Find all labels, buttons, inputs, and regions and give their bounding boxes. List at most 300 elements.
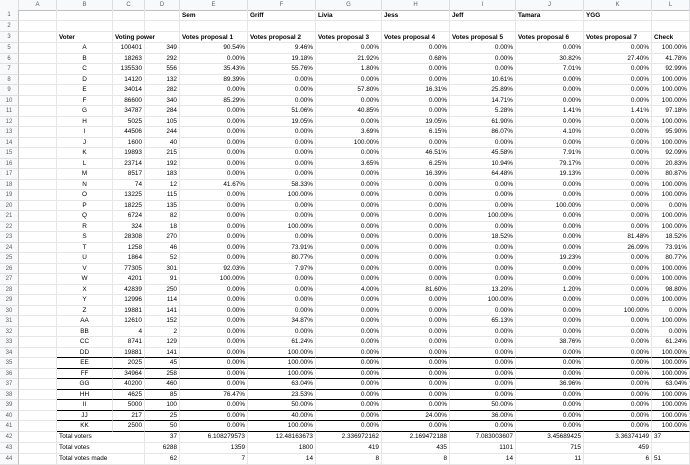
totals-check[interactable]: 37: [652, 432, 690, 443]
vote-count[interactable]: 85: [145, 390, 180, 401]
vote-count[interactable]: 284: [145, 106, 180, 117]
voting-power[interactable]: 40200: [113, 379, 145, 390]
cell-empty[interactable]: [316, 21, 382, 32]
voter-name[interactable]: W: [57, 274, 113, 285]
proposal-5-share[interactable]: 0.00%: [450, 43, 516, 54]
voter-name[interactable]: Y: [57, 295, 113, 306]
column-title[interactable]: Voter: [57, 32, 113, 43]
proposal-4-share[interactable]: 0.00%: [382, 421, 450, 432]
cell-empty[interactable]: [19, 369, 57, 380]
check-value[interactable]: 100.00%: [652, 421, 690, 432]
proposal-2-share[interactable]: 100.00%: [248, 190, 316, 201]
proposal-7-share[interactable]: 0.00%: [584, 264, 652, 275]
proposal-2-share[interactable]: 0.00%: [248, 75, 316, 86]
column-title[interactable]: Votes proposal 1: [180, 32, 248, 43]
proposal-4-share[interactable]: 0.00%: [382, 379, 450, 390]
voting-power[interactable]: 8741: [113, 337, 145, 348]
proposal-1-share[interactable]: 0.00%: [180, 127, 248, 138]
proposal-1-share[interactable]: 0.00%: [180, 316, 248, 327]
proposal-1-share[interactable]: 0.00%: [180, 159, 248, 170]
cell-empty[interactable]: [584, 21, 652, 32]
proposal-2-share[interactable]: 0.00%: [248, 159, 316, 170]
cell-empty[interactable]: [19, 454, 57, 465]
voting-power[interactable]: 217: [113, 411, 145, 422]
proposal-5-share[interactable]: 0.00%: [450, 64, 516, 75]
voting-power[interactable]: 12610: [113, 316, 145, 327]
voting-power[interactable]: 135530: [113, 64, 145, 75]
proposal-2-share[interactable]: 19.18%: [248, 54, 316, 65]
proposal-7-share[interactable]: 0.00%: [584, 421, 652, 432]
cell-empty[interactable]: [19, 400, 57, 411]
check-value[interactable]: 100.00%: [652, 180, 690, 191]
check-value[interactable]: 100.00%: [652, 222, 690, 233]
row-header-12[interactable]: 12: [0, 117, 19, 128]
proposal-2-share[interactable]: 58.33%: [248, 180, 316, 191]
voting-power[interactable]: 34964: [113, 369, 145, 380]
proposal-1-share[interactable]: 0.00%: [180, 327, 248, 338]
row-header-40[interactable]: 40: [0, 411, 19, 422]
proposal-5-share[interactable]: 0.00%: [450, 253, 516, 264]
proposal-4-share[interactable]: 0.00%: [382, 295, 450, 306]
proposal-4-share[interactable]: 0.00%: [382, 232, 450, 243]
proposal-6-share[interactable]: 19.23%: [516, 253, 584, 264]
proposal-7-share[interactable]: 1.41%: [584, 106, 652, 117]
voting-power[interactable]: 4625: [113, 390, 145, 401]
proposal-3-share[interactable]: 0.00%: [316, 243, 382, 254]
proposal-6-share[interactable]: 7.01%: [516, 64, 584, 75]
column-title[interactable]: Votes proposal 6: [516, 32, 584, 43]
cell-empty[interactable]: [19, 159, 57, 170]
vote-count[interactable]: 292: [145, 54, 180, 65]
check-value[interactable]: 100.00%: [652, 274, 690, 285]
proposal-5-share[interactable]: 18.52%: [450, 232, 516, 243]
proposal-2-share[interactable]: 0.00%: [248, 169, 316, 180]
vote-count[interactable]: 135: [145, 201, 180, 212]
cell-empty[interactable]: [19, 243, 57, 254]
proposal-4-share[interactable]: 0.00%: [382, 190, 450, 201]
proposal-2-share[interactable]: 0.00%: [248, 285, 316, 296]
cell-empty[interactable]: [19, 264, 57, 275]
proposal-1-share[interactable]: 0.00%: [180, 190, 248, 201]
vote-count[interactable]: 40: [145, 138, 180, 149]
proposal-5-share[interactable]: 13.20%: [450, 285, 516, 296]
cell-empty[interactable]: [19, 222, 57, 233]
proposal-4-share[interactable]: 0.00%: [382, 138, 450, 149]
vote-count[interactable]: 192: [145, 159, 180, 170]
proposal-4-total[interactable]: 2.169472188: [382, 432, 450, 443]
proposal-2-share[interactable]: 7.97%: [248, 264, 316, 275]
proposal-2-share[interactable]: 80.77%: [248, 253, 316, 264]
proposal-1-share[interactable]: 0.00%: [180, 306, 248, 317]
column-header-g[interactable]: G: [316, 0, 382, 10]
proposal-2-share[interactable]: 23.53%: [248, 390, 316, 401]
proposal-1-share[interactable]: 0.00%: [180, 54, 248, 65]
proposal-5-total[interactable]: 7.083003607: [450, 432, 516, 443]
cell-empty[interactable]: [652, 10, 690, 21]
proposal-3-share[interactable]: 4.00%: [316, 285, 382, 296]
voting-power[interactable]: 1864: [113, 253, 145, 264]
proposal-7-share[interactable]: 0.00%: [584, 369, 652, 380]
totals-check[interactable]: [652, 443, 690, 454]
check-value[interactable]: 98.80%: [652, 285, 690, 296]
check-value[interactable]: 61.24%: [652, 337, 690, 348]
voter-name[interactable]: B: [57, 54, 113, 65]
proposal-7-total[interactable]: 3.36374149: [584, 432, 652, 443]
cell-empty[interactable]: [19, 32, 57, 43]
proposal-6-share[interactable]: 79.17%: [516, 159, 584, 170]
proposal-4-share[interactable]: 81.60%: [382, 285, 450, 296]
proposal-1-share[interactable]: 0.00%: [180, 169, 248, 180]
cell-empty[interactable]: [145, 10, 180, 21]
vote-count[interactable]: 183: [145, 169, 180, 180]
row-header-33[interactable]: 33: [0, 337, 19, 348]
column-header-l[interactable]: L: [652, 0, 690, 10]
check-value[interactable]: 95.90%: [652, 127, 690, 138]
proposal-6-share[interactable]: 0.00%: [516, 264, 584, 275]
proposal-6-share[interactable]: 0.00%: [516, 306, 584, 317]
voter-name[interactable]: DD: [57, 348, 113, 359]
vote-count[interactable]: 82: [145, 211, 180, 222]
proposal-3-share[interactable]: 0.00%: [316, 306, 382, 317]
proposal-3-total[interactable]: 2.336972162: [316, 432, 382, 443]
proposal-7-share[interactable]: 0.00%: [584, 190, 652, 201]
proposal-2-share[interactable]: 9.46%: [248, 43, 316, 54]
cell-empty[interactable]: [19, 127, 57, 138]
proposal-3-total[interactable]: 8: [316, 454, 382, 465]
check-value[interactable]: 100.00%: [652, 75, 690, 86]
proposal-1-share[interactable]: 0.00%: [180, 348, 248, 359]
cell-empty[interactable]: [19, 432, 57, 443]
vote-count[interactable]: 270: [145, 232, 180, 243]
column-title[interactable]: Votes proposal 2: [248, 32, 316, 43]
proposal-3-share[interactable]: 0.00%: [316, 180, 382, 191]
cell-empty[interactable]: [57, 21, 113, 32]
proposal-3-share[interactable]: 57.80%: [316, 85, 382, 96]
vote-count[interactable]: 349: [145, 43, 180, 54]
voting-power[interactable]: 42839: [113, 285, 145, 296]
proposal-5-share[interactable]: 10.61%: [450, 75, 516, 86]
proposal-2-share[interactable]: 0.00%: [248, 85, 316, 96]
proposal-2-share[interactable]: 73.91%: [248, 243, 316, 254]
row-header-1[interactable]: 1: [0, 10, 19, 21]
voter-name[interactable]: R: [57, 222, 113, 233]
proposal-5-share[interactable]: 100.00%: [450, 295, 516, 306]
proposal-1-share[interactable]: 76.47%: [180, 390, 248, 401]
proposal-6-share[interactable]: 36.96%: [516, 379, 584, 390]
column-title[interactable]: Votes proposal 5: [450, 32, 516, 43]
row-header-37[interactable]: 37: [0, 379, 19, 390]
proposal-3-share[interactable]: 0.00%: [316, 75, 382, 86]
cell-empty[interactable]: [19, 169, 57, 180]
proposal-6-share[interactable]: 0.00%: [516, 421, 584, 432]
proposal-1-share[interactable]: 0.00%: [180, 243, 248, 254]
voter-name[interactable]: Q: [57, 211, 113, 222]
row-header-32[interactable]: 32: [0, 327, 19, 338]
proposal-4-total[interactable]: 435: [382, 443, 450, 454]
proposal-2-share[interactable]: 100.00%: [248, 369, 316, 380]
check-value[interactable]: 100.00%: [652, 316, 690, 327]
proposal-2-total[interactable]: 12.48163673: [248, 432, 316, 443]
proposal-2-share[interactable]: 61.24%: [248, 337, 316, 348]
cell-empty[interactable]: [19, 285, 57, 296]
cell-empty[interactable]: [516, 21, 584, 32]
proposal-4-share[interactable]: 0.00%: [382, 400, 450, 411]
voting-power[interactable]: 1258: [113, 243, 145, 254]
proposal-4-share[interactable]: 0.00%: [382, 96, 450, 107]
column-header-e[interactable]: E: [180, 0, 248, 10]
proposal-7-share[interactable]: 0.00%: [584, 274, 652, 285]
cell-empty[interactable]: [382, 21, 450, 32]
cell-empty[interactable]: [19, 75, 57, 86]
proposal-4-share[interactable]: 0.00%: [382, 243, 450, 254]
check-value[interactable]: 100.00%: [652, 358, 690, 369]
proposal-7-share[interactable]: 0.00%: [584, 337, 652, 348]
check-value[interactable]: 100.00%: [652, 411, 690, 422]
proposal-7-share[interactable]: 26.09%: [584, 243, 652, 254]
proposal-2-share[interactable]: 0.00%: [248, 211, 316, 222]
column-title[interactable]: Voting power: [113, 32, 145, 43]
proposal-1-share[interactable]: 35.43%: [180, 64, 248, 75]
proposal-2-share[interactable]: 0.00%: [248, 306, 316, 317]
proposal-6-share[interactable]: 0.00%: [516, 222, 584, 233]
proposal-1-share[interactable]: 0.00%: [180, 117, 248, 128]
proposal-6-share[interactable]: 0.00%: [516, 190, 584, 201]
column-header-i[interactable]: I: [450, 0, 516, 10]
row-header-7[interactable]: 7: [0, 64, 19, 75]
totals-count[interactable]: 37: [145, 432, 180, 443]
proposal-5-share[interactable]: 14.71%: [450, 96, 516, 107]
row-header-39[interactable]: 39: [0, 400, 19, 411]
voting-power[interactable]: 2025: [113, 358, 145, 369]
proposal-7-share[interactable]: 0.00%: [584, 211, 652, 222]
row-header-11[interactable]: 11: [0, 106, 19, 117]
voting-power[interactable]: 18225: [113, 201, 145, 212]
row-header-21[interactable]: 21: [0, 211, 19, 222]
proposal-2-share[interactable]: 0.00%: [248, 232, 316, 243]
proposal-6-share[interactable]: 0.00%: [516, 43, 584, 54]
proposal-7-share[interactable]: 0.00%: [584, 127, 652, 138]
row-header-9[interactable]: 9: [0, 85, 19, 96]
proposal-2-share[interactable]: 0.00%: [248, 138, 316, 149]
proposal-5-share[interactable]: 0.00%: [450, 243, 516, 254]
proposal-7-share[interactable]: 0.00%: [584, 201, 652, 212]
proposal-4-share[interactable]: 0.00%: [382, 253, 450, 264]
proposal-1-share[interactable]: 100.00%: [180, 274, 248, 285]
proposal-5-share[interactable]: 0.00%: [450, 369, 516, 380]
proposal-3-share[interactable]: 40.85%: [316, 106, 382, 117]
proposal-6-share[interactable]: 100.00%: [516, 201, 584, 212]
proposal-5-share[interactable]: 0.00%: [450, 390, 516, 401]
proposal-4-share[interactable]: 0.00%: [382, 106, 450, 117]
vote-count[interactable]: 556: [145, 64, 180, 75]
vote-count[interactable]: 2: [145, 327, 180, 338]
row-header-36[interactable]: 36: [0, 369, 19, 380]
row-header-44[interactable]: 44: [0, 454, 19, 465]
proposal-6-share[interactable]: 4.10%: [516, 127, 584, 138]
cell-empty[interactable]: [19, 10, 57, 21]
check-value[interactable]: 100.00%: [652, 390, 690, 401]
voting-power[interactable]: 28308: [113, 232, 145, 243]
proposer-name-tamara[interactable]: Tamara: [516, 10, 584, 21]
vote-count[interactable]: 100: [145, 400, 180, 411]
cell-empty[interactable]: [19, 348, 57, 359]
proposal-1-share[interactable]: 0.00%: [180, 295, 248, 306]
proposal-1-share[interactable]: 0.00%: [180, 85, 248, 96]
column-header-h[interactable]: H: [382, 0, 450, 10]
voting-power[interactable]: 74: [113, 180, 145, 191]
row-header-25[interactable]: 25: [0, 253, 19, 264]
vote-count[interactable]: 18: [145, 222, 180, 233]
cell-empty[interactable]: [19, 232, 57, 243]
check-value[interactable]: 100.00%: [652, 190, 690, 201]
proposal-6-share[interactable]: 0.00%: [516, 232, 584, 243]
proposal-3-share[interactable]: 0.00%: [316, 400, 382, 411]
proposal-4-share[interactable]: 0.00%: [382, 369, 450, 380]
proposal-6-share[interactable]: 7.91%: [516, 148, 584, 159]
check-value[interactable]: 100.00%: [652, 400, 690, 411]
proposal-4-share[interactable]: 0.00%: [382, 327, 450, 338]
proposal-4-share[interactable]: 0.00%: [382, 316, 450, 327]
proposal-2-share[interactable]: 0.00%: [248, 327, 316, 338]
proposer-name-sem[interactable]: Sem: [180, 10, 248, 21]
totals-check[interactable]: 51: [652, 454, 690, 465]
row-header-35[interactable]: 35: [0, 358, 19, 369]
proposal-7-share[interactable]: 0.00%: [584, 316, 652, 327]
proposal-3-share[interactable]: 0.00%: [316, 201, 382, 212]
voting-power[interactable]: 6724: [113, 211, 145, 222]
proposal-2-share[interactable]: 100.00%: [248, 348, 316, 359]
proposal-4-share[interactable]: 24.00%: [382, 411, 450, 422]
proposal-5-share[interactable]: 0.00%: [450, 337, 516, 348]
voting-power[interactable]: 19893: [113, 148, 145, 159]
proposal-4-share[interactable]: 0.00%: [382, 222, 450, 233]
row-header-30[interactable]: 30: [0, 306, 19, 317]
proposal-1-total[interactable]: 1359: [180, 443, 248, 454]
voter-name[interactable]: J: [57, 138, 113, 149]
proposal-7-share[interactable]: 0.00%: [584, 348, 652, 359]
proposal-5-share[interactable]: 0.00%: [450, 190, 516, 201]
voting-power[interactable]: 34014: [113, 85, 145, 96]
check-value[interactable]: 20.83%: [652, 159, 690, 170]
cell-empty[interactable]: [19, 358, 57, 369]
proposal-7-share[interactable]: 0.00%: [584, 295, 652, 306]
vote-count[interactable]: 129: [145, 337, 180, 348]
proposal-4-share[interactable]: 0.00%: [382, 306, 450, 317]
proposal-7-share[interactable]: 0.00%: [584, 358, 652, 369]
proposal-1-share[interactable]: 0.00%: [180, 106, 248, 117]
proposal-7-share[interactable]: 0.00%: [584, 138, 652, 149]
vote-count[interactable]: 114: [145, 295, 180, 306]
cell-empty[interactable]: [19, 148, 57, 159]
proposal-5-share[interactable]: 0.00%: [450, 274, 516, 285]
check-value[interactable]: 41.78%: [652, 54, 690, 65]
voter-name[interactable]: P: [57, 201, 113, 212]
vote-count[interactable]: 105: [145, 117, 180, 128]
vote-count[interactable]: 250: [145, 285, 180, 296]
voter-name[interactable]: V: [57, 264, 113, 275]
check-value[interactable]: 97.18%: [652, 106, 690, 117]
proposal-3-share[interactable]: 0.00%: [316, 358, 382, 369]
cell-empty[interactable]: [19, 201, 57, 212]
proposal-7-share[interactable]: 0.00%: [584, 96, 652, 107]
proposal-3-share[interactable]: 1.80%: [316, 64, 382, 75]
row-header-2[interactable]: 2: [0, 21, 19, 32]
cell-empty[interactable]: [19, 211, 57, 222]
row-header-19[interactable]: 19: [0, 190, 19, 201]
proposal-6-share[interactable]: 0.00%: [516, 369, 584, 380]
vote-count[interactable]: 132: [145, 75, 180, 86]
cell-empty[interactable]: [19, 316, 57, 327]
vote-count[interactable]: 340: [145, 96, 180, 107]
proposal-7-share[interactable]: 0.00%: [584, 379, 652, 390]
proposal-5-share[interactable]: 0.00%: [450, 264, 516, 275]
proposal-6-share[interactable]: 1.20%: [516, 285, 584, 296]
cell-empty[interactable]: [19, 54, 57, 65]
proposal-1-share[interactable]: 85.29%: [180, 96, 248, 107]
proposal-1-share[interactable]: 0.00%: [180, 411, 248, 422]
proposal-4-total[interactable]: 8: [382, 454, 450, 465]
voter-name[interactable]: BB: [57, 327, 113, 338]
proposal-7-share[interactable]: 0.00%: [584, 148, 652, 159]
voter-name[interactable]: S: [57, 232, 113, 243]
proposal-5-share[interactable]: 0.00%: [450, 327, 516, 338]
cell-empty[interactable]: [19, 180, 57, 191]
totals-label[interactable]: Total voters: [57, 432, 145, 443]
cell-empty[interactable]: [113, 21, 145, 32]
row-header-8[interactable]: 8: [0, 75, 19, 86]
proposal-2-total[interactable]: 1800: [248, 443, 316, 454]
cell-empty[interactable]: [19, 117, 57, 128]
cell-empty[interactable]: [19, 443, 57, 454]
proposal-3-share[interactable]: 0.00%: [316, 411, 382, 422]
proposal-6-share[interactable]: 0.00%: [516, 295, 584, 306]
row-header-5[interactable]: 5: [0, 43, 19, 54]
proposal-2-share[interactable]: 0.00%: [248, 127, 316, 138]
proposal-5-share[interactable]: 0.00%: [450, 138, 516, 149]
proposal-1-share[interactable]: 0.00%: [180, 285, 248, 296]
cell-empty[interactable]: [19, 421, 57, 432]
proposal-7-share[interactable]: 0.00%: [584, 43, 652, 54]
proposal-5-share[interactable]: 0.00%: [450, 306, 516, 317]
proposal-2-share[interactable]: 55.76%: [248, 64, 316, 75]
proposal-1-share[interactable]: 0.00%: [180, 400, 248, 411]
voter-name[interactable]: CC: [57, 337, 113, 348]
vote-count[interactable]: 460: [145, 379, 180, 390]
proposer-name-griff[interactable]: Griff: [248, 10, 316, 21]
row-header-34[interactable]: 34: [0, 348, 19, 359]
proposal-2-total[interactable]: 14: [248, 454, 316, 465]
proposal-7-total[interactable]: 6: [584, 454, 652, 465]
voter-name[interactable]: FF: [57, 369, 113, 380]
proposal-3-share[interactable]: 21.92%: [316, 54, 382, 65]
proposal-3-share[interactable]: 0.00%: [316, 43, 382, 54]
voting-power[interactable]: 86600: [113, 96, 145, 107]
cell-empty[interactable]: [19, 306, 57, 317]
vote-count[interactable]: 91: [145, 274, 180, 285]
proposal-7-share[interactable]: 0.00%: [584, 390, 652, 401]
check-value[interactable]: 18.52%: [652, 232, 690, 243]
proposal-6-share[interactable]: 19.13%: [516, 169, 584, 180]
voting-power[interactable]: 44506: [113, 127, 145, 138]
cell-empty[interactable]: [19, 138, 57, 149]
row-header-23[interactable]: 23: [0, 232, 19, 243]
voter-name[interactable]: H: [57, 117, 113, 128]
proposal-6-total[interactable]: 3.45689425: [516, 432, 584, 443]
proposal-6-share[interactable]: 38.76%: [516, 337, 584, 348]
proposal-6-share[interactable]: 0.00%: [516, 138, 584, 149]
proposal-5-share[interactable]: 100.00%: [450, 211, 516, 222]
proposal-3-share[interactable]: 0.00%: [316, 369, 382, 380]
